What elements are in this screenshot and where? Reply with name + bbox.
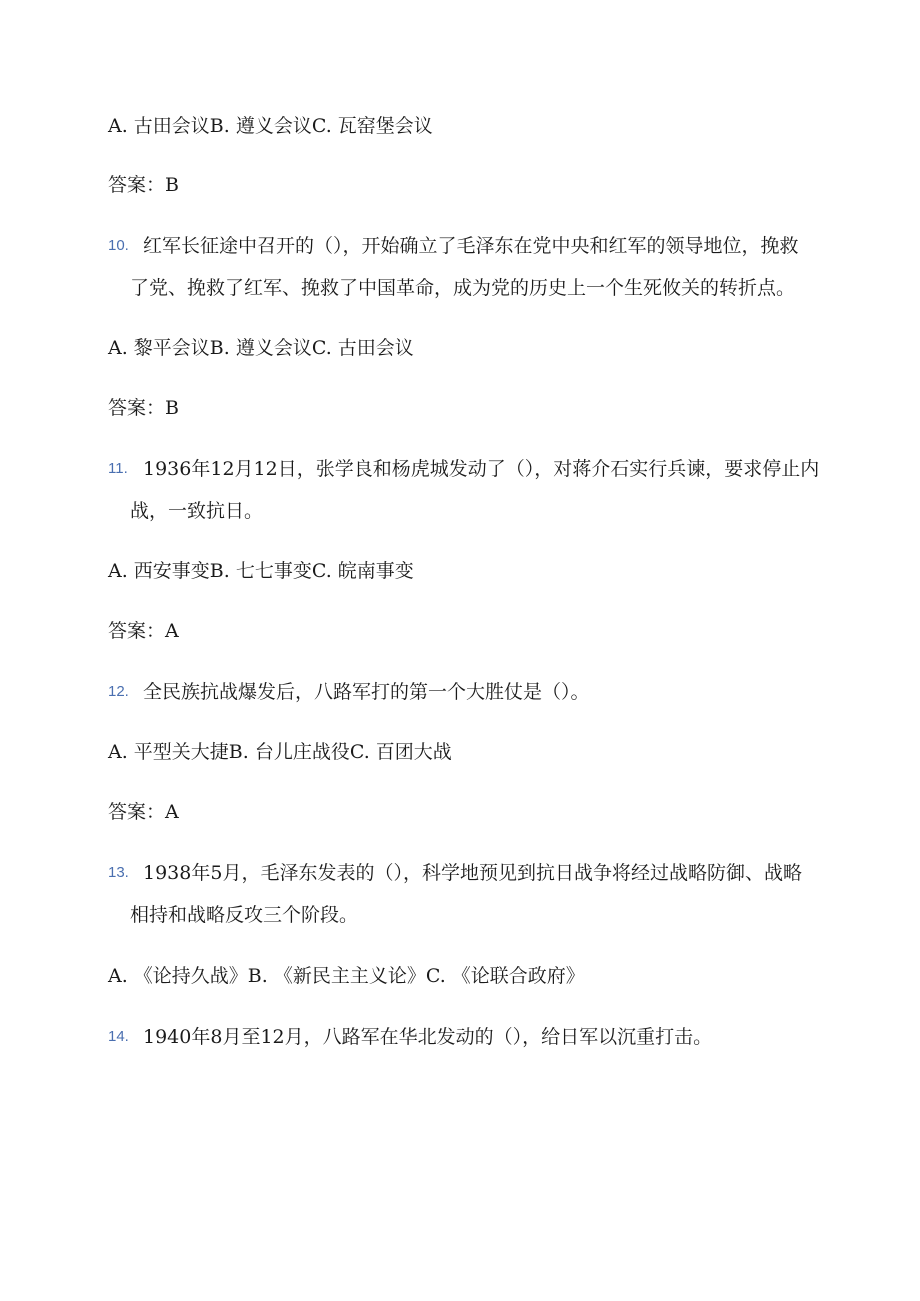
q10-options: A. 黎平会议B. 遵义会议C. 古田会议 [108, 337, 414, 359]
q12-number: 12. [108, 683, 129, 700]
q12-text-line1: 全民族抗战爆发后，八路军打的第一个大胜仗是（）。 [143, 681, 590, 703]
q10-text-line1: 红军长征途中召开的（），开始确立了毛泽东在党中央和红军的领导地位，挽救 [143, 235, 799, 257]
q10-answer: 答案：B [108, 397, 179, 419]
q9-options: A. 古田会议B. 遵义会议C. 瓦窑堡会议 [108, 115, 433, 137]
q11-text-line2: 战，一致抗日。 [130, 500, 264, 522]
q10-text-line2: 了党、挽救了红军、挽救了中国革命，成为党的历史上一个生死攸关的转折点。 [130, 277, 796, 299]
q13-number: 13. [108, 864, 129, 881]
q10-number: 10. [108, 237, 129, 254]
q12-options: A. 平型关大捷B. 台儿庄战役C. 百团大战 [108, 741, 452, 763]
q14-number: 14. [108, 1028, 129, 1045]
q13-options: A. 《论持久战》B. 《新民主主义论》C. 《论联合政府》 [108, 965, 585, 987]
q11-answer: 答案：A [108, 620, 179, 642]
q14-text-line1: 1940年8月至12月，八路军在华北发动的（），给日军以沉重打击。 [143, 1026, 713, 1048]
q11-options: A. 西安事变B. 七七事变C. 皖南事变 [108, 560, 414, 582]
q13-text-line1: 1938年5月，毛泽东发表的（），科学地预见到抗日战争将经过战略防御、战略 [143, 862, 802, 884]
q9-answer: 答案：B [108, 174, 179, 196]
q13-text-line2: 相持和战略反攻三个阶段。 [130, 904, 359, 926]
q11-number: 11. [108, 460, 128, 477]
q12-answer: 答案：A [108, 801, 179, 823]
q11-text-line1: 1936年12月12日，张学良和杨虎城发动了（），对蒋介石实行兵谏，要求停止内 [143, 458, 820, 480]
